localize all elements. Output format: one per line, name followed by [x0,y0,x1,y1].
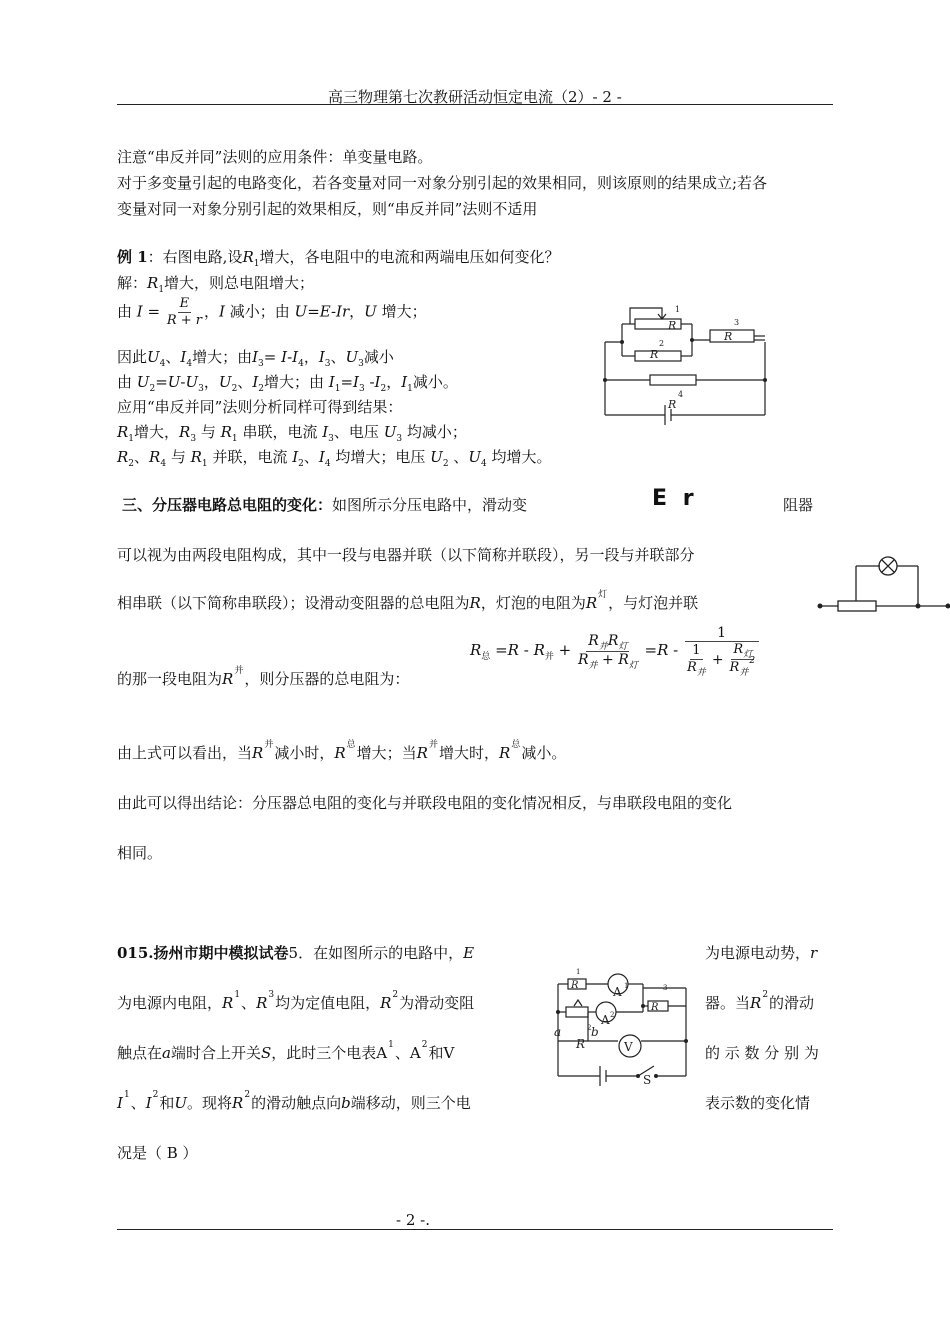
example1-solution: 解：$R_1$增大，则总电阻增大； [117,274,315,295]
svg-text:R: R [668,319,677,332]
svg-text:R: R [668,398,677,411]
problem-line-4-right: 表示数的变化情 [705,1094,811,1112]
example1-ohm-line: 由 I = $\frac{E}{R + r}$ ，I 减小；由 U=E-Ir，U 增大； [117,296,427,328]
intro-line-2: 对于多变量引起的电路变化，若各变量对同一对象分别引起的效果相同，则该原则的结果成立;若各 [117,174,768,192]
problem-line-3: 触点在a端时合上开关S，此时三个电表$A^1$、$A^2$和V [117,1040,455,1062]
svg-text:4: 4 [678,390,684,399]
section3-p1-end: 阻器 [783,496,814,514]
svg-text:R: R [571,980,579,991]
problem-line-5: 况是（ B ） [117,1144,198,1162]
example1-question: 例 1：右图电路,设$R_1$增大，各电阻中的电流和两端电压如何变化？ [117,248,560,269]
header-rule [117,104,833,105]
section3-p7: 相同。 [117,844,163,862]
svg-text:1: 1 [675,305,681,314]
example1-label: 例 1 [117,248,148,266]
svg-text:A: A [613,985,622,999]
example1-line-4: 由 $U_2=U-U_3$，$U_2$、$I_2$增大；由 $I_1=I_3$ $-I_2$，$I_1$减小。 [117,373,458,394]
svg-text:3: 3 [663,984,668,992]
svg-text:a: a [554,1025,562,1039]
svg-text:3: 3 [734,318,740,327]
problem-line-1: 015.扬州市期中模拟试卷5．在如图所示的电路中，E [117,944,475,962]
intro-line-1: 注意“串反并同”法则的应用条件：单变量电路。 [117,148,433,166]
problem-line-2-right: 器。当$R^2$的滑动 [705,990,815,1012]
problem-line-4: $I^1$、$I^2$和U。现将$R^2$的滑动触点向b端移动，则三个电 [117,1090,471,1112]
svg-text:b: b [591,1025,599,1039]
section3-title: 三、分压器电路总电阻的变化：如图所示分压电路中，滑动变 [122,496,528,514]
footer-rule [117,1229,833,1230]
divider-formula: $R_总 =R - R_并$ + $\frac{R_并R_灯}{R_并 + R_灯}$ =R - 1 $\frac{1}{R_并}$ + $\frac{R_灯}{R_并^2}$ [470,625,760,677]
section3-p3: 相串联（以下简称串联段）；设滑动变阻器的总电阻为R，灯泡的电阻为$R^灯$，与灯泡并联 [117,590,699,612]
example1-line-7: $R_2$、$R_4$ 与 $R_1$ 并联，电流 $I_2$、$I_4$ 均增大；电压 $U_2$ 、$U_4$ 均增大。 [117,448,552,469]
problem-line-3-right: 的 示 数 分 别 为 [705,1044,819,1062]
section3-p2: 可以视为由两段电阻构成，其中一段与电器并联（以下简称并联段），另一段与并联部分 [117,546,695,564]
intro-line-3: 变量对同一对象分别引起的效果相反，则“串反并同”法则不适用 [117,200,538,218]
svg-text:R: R [724,330,733,343]
problem-line-1-right: 为电源电动势，r [705,944,818,962]
circuit-diagram-problem [548,966,698,1090]
header-title: 高三物理第七次教研活动恒定电流（2）- 2 - [328,88,622,106]
svg-text:2: 2 [587,1024,592,1032]
svg-text:A: A [601,1013,610,1027]
svg-text:1: 1 [576,968,581,976]
example1-line-6: $R_1$增大，$R_3$ 与 $R_1$ 串联，电流 $I_3$、电压 $U_3$ 均减小； [117,423,467,444]
footer-page: - 2 -. [396,1211,430,1229]
svg-text:R: R [650,348,659,361]
er-label: E r [652,486,698,511]
svg-text:2: 2 [659,339,665,348]
svg-text:2: 2 [610,1011,615,1019]
example1-line-5: 应用“串反并同”法则分析同样可得到结果： [117,398,403,416]
section3-p6: 由此可以得出结论：分压器总电阻的变化与并联段电阻的变化情况相反，与串联段电阻的变化 [117,794,733,812]
circuit-diagram-divider [818,552,950,614]
problem-line-2: 为电源内电阻，$R^1$、$R^3$均为定值电阻，$R^2$为滑动变阻 [117,990,475,1012]
svg-text:R: R [651,1002,659,1013]
svg-text:R: R [576,1037,586,1051]
section3-p5: 由上式可以看出，当$R^并$减小时，$R^总$增大；当$R^并$增大时，$R^总$减小。 [117,740,567,762]
example1-line-3: 因此$U_4$、$I_4$增大；由$I_3= I-I_4$，$I_3$、$U_3$减小 [117,348,394,369]
svg-text:1: 1 [624,982,629,990]
svg-text:V: V [624,1040,633,1054]
svg-text:S: S [643,1073,652,1087]
circuit-diagram-example1 [600,300,775,430]
section3-p4: 的那一段电阻为$R^并$，则分压器的总电阻为： [117,666,410,688]
fraction-e-over-r: $\frac{E}{R + r}$ [166,296,203,328]
